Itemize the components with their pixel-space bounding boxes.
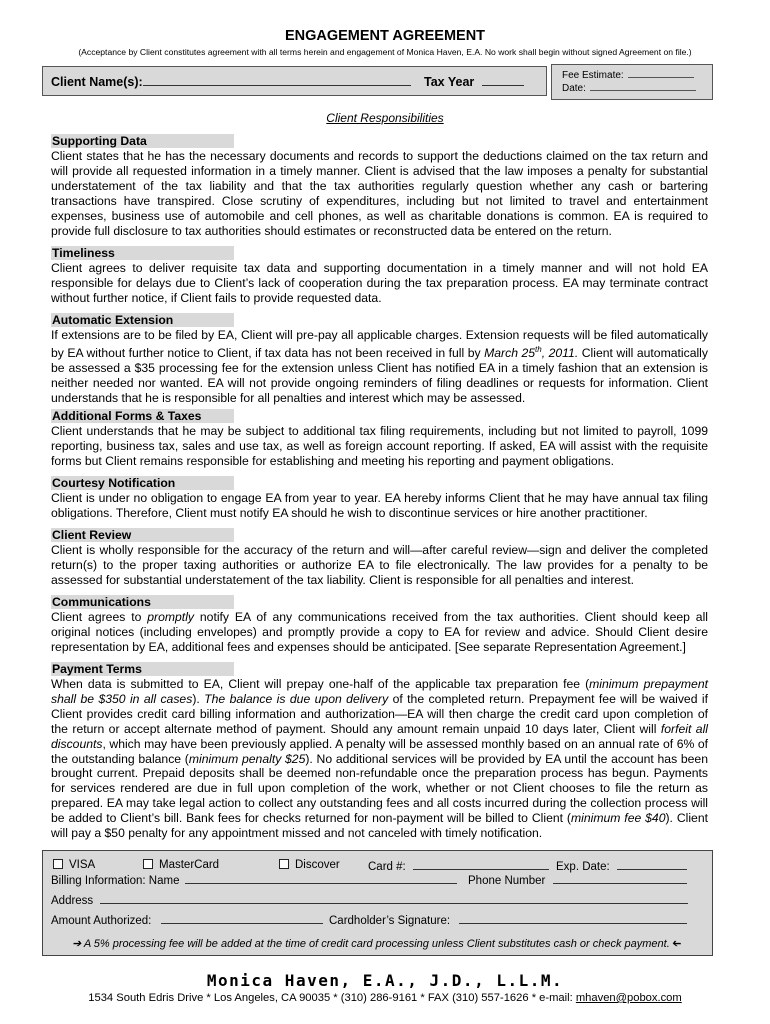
page-title: ENGAGEMENT AGREEMENT [284,28,486,44]
client-names-label: Client Name(s): [51,75,143,89]
signature-name: Monica Haven, E.A., J.D., L.L.M. [206,971,564,990]
section-heading: Additional Forms & Taxes [51,409,234,423]
signature-row: Cardholder’s Signature: [329,913,687,927]
fee-estimate-box [551,64,713,100]
mastercard-option[interactable]: MasterCard [143,859,219,871]
date-row [562,82,696,94]
page-subtitle: (Acceptance by Client constitutes agreement with all terms herein and engagement of Monica Haven, E.A. No work shall begin without signed Agreement on file.) [78,47,692,57]
signature-field[interactable] [459,913,687,924]
tax-year-field[interactable] [482,75,524,86]
section-communications [51,595,708,655]
section-body: Client states that he has the necessary documents and records to support the deductions claimed on the tax return and will provide all requested information in a timely manner. Client is advised that the law imposes a penalty for substantial understatement of the tax liability and that the tax authorities regularly question whether any cash or bartering transactions have transpired. Close scrutiny of expenditures, including but not limited to travel and entertainment expenses, business use of automobile and cell phones, as well as charitable donations is common. EA is required to provide full disclosure to tax authorities should estimates or reconstructed data be entered on the return. [51,149,708,238]
section-heading: Automatic Extension [51,313,234,327]
card-number-row: Card #: [368,859,549,873]
card-number-field[interactable] [413,859,549,870]
visa-checkbox[interactable] [53,859,63,869]
section-automatic-extension [51,313,708,406]
section-courtesy-notification [51,476,708,521]
phone-row: Phone Number [468,873,687,887]
amount-field[interactable] [161,913,323,924]
address-row: Address [51,893,688,907]
section-body: Client agrees to promptly notify EA of any communications received from the tax authorities. Client should keep all original notices (including envelopes) and promptly provide a copy to EA for review and advice. Should Client desire representation by EA, additional fees and expenses should be anticipated. [See separate Representation Agreement.] [51,610,708,654]
visa-option[interactable]: VISA [53,859,95,871]
section-heading: Payment Terms [51,662,234,676]
client-name-row [51,75,411,89]
section-heading: Timeliness [51,246,234,260]
fee-estimate-label: Fee Estimate: [562,70,624,81]
arrow-left-icon: ➔ [672,938,683,950]
amount-row: Amount Authorized: [51,913,323,927]
mastercard-checkbox[interactable] [143,859,153,869]
discover-checkbox[interactable] [279,859,289,869]
billing-name-row: Billing Information: Name [51,873,457,887]
address-field[interactable] [100,893,688,904]
section-heading: Communications [51,595,234,609]
section-body: When data is submitted to EA, Client will prepay one-half of the applicable tax preparation fee (minimum prepayment shall be $350 in all cases). The balance is due upon delivery of the completed return. Prepayment fee will be waived if Client provides credit card billing information and authorization—EA will then charge the credit card upon completion of the return or accept alternate method of payment. Should any amount remain unpaid 10 days later, Client will forfeit all discounts, which may have been previously applied. A penalty will be assessed monthly based on an annual rate of 6% of the outstanding balance (minimum penalty $25). No additional services will be provided by EA until the account has been brought current. Prepaid deposits shall be deemed non-refundable once the preparation process has begun. Payments for services rendered are due in full upon completion of the work, whether or not Client chooses to file the return as prepared. EA may take legal action to collect any outstanding fees and all costs incurred during the collection process will be added to Client’s bill. Bank fees for checks returned for non-payment will be billed to Client (minimum fee $40). Client will pay a $50 penalty for any appointment missed and not canceled with timely notification. [51,677,709,841]
fee-estimate-row [562,69,694,81]
credit-card-form [42,850,713,956]
fee-estimate-field[interactable] [628,69,694,78]
section-timeliness [51,246,708,306]
email-link[interactable]: mhaven@pobox.com [575,992,682,1004]
discover-option[interactable]: Discover [279,859,340,871]
section-payment-terms [51,662,708,841]
responsibilities-heading: Client Responsibilities [326,111,444,125]
client-info-box [42,66,547,96]
section-supporting-data [51,134,708,238]
exp-date-row: Exp. Date: [556,859,687,873]
date-field[interactable] [590,82,696,91]
section-heading: Client Review [51,528,234,542]
footer-address: 1534 South Edris Drive * Los Angeles, CA 90035 * (310) 286-9161 * FAX (310) 557-1626 * e-mail: mhaven@pobox.com [88,992,682,1004]
tax-year-label: Tax Year [424,75,475,89]
phone-field[interactable] [553,873,687,884]
client-names-field[interactable] [143,75,411,86]
section-heading: Supporting Data [51,134,234,148]
section-body: If extensions are to be filed by EA, Client will pre-pay all applicable charges. Extension requests will be filed automatically by EA without further notice to Client, if tax data has not been received in full by March 25th, 2011. Client will automatically be assessed a $35 processing fee for the extension unless Client has notified EA in a timely fashion that an extension is neither needed nor wanted. EA will not provide ongoing reminders of filing deadlines or requests for information. Client understands that he is responsible for all penalties and interest which may be assessed. [51,328,708,405]
section-body: Client understands that he may be subject to additional tax filing requirements, including but not limited to payroll, 1099 reporting, business tax, sales and use tax, as well as foreign account reporting. If asked, EA will assist with the requisite forms but Client remains responsible for establishing and meeting his reporting and payment obligations. [51,424,708,468]
section-additional-forms [51,409,708,469]
tax-year-row [424,75,524,89]
section-body: Client is wholly responsible for the accuracy of the return and will—after careful review—sign and deliver the completed return(s) to the proper taxing authorities or authorize EA to file electronically. The law provides for a penalty to be assessed for substantial understatement of the tax liability. Client is responsible for all penalties and interest. [51,543,708,587]
arrow-right-icon: ➔ [71,938,82,950]
processing-fee-note: ➔ A 5% processing fee will be added at the time of credit card processing unless Client substitutes cash or check payment. ➔ [71,938,683,950]
billing-name-field[interactable] [185,873,457,884]
section-heading: Courtesy Notification [51,476,234,490]
section-body: Client agrees to deliver requisite tax data and supporting documentation in a timely manner and will not hold EA responsible for delays due to Client’s lack of cooperation during the tax preparation process. EA may terminate contract without further notice, if Client fails to provide requested data. [51,261,708,305]
section-body: Client is under no obligation to engage EA from year to year. EA hereby informs Client that he may have annual tax filing obligations. Therefore, Client must notify EA should he wish to discontinue services or hire another practitioner. [51,491,708,520]
exp-date-field[interactable] [617,859,687,870]
section-client-review [51,528,708,588]
date-label: Date: [562,83,586,94]
